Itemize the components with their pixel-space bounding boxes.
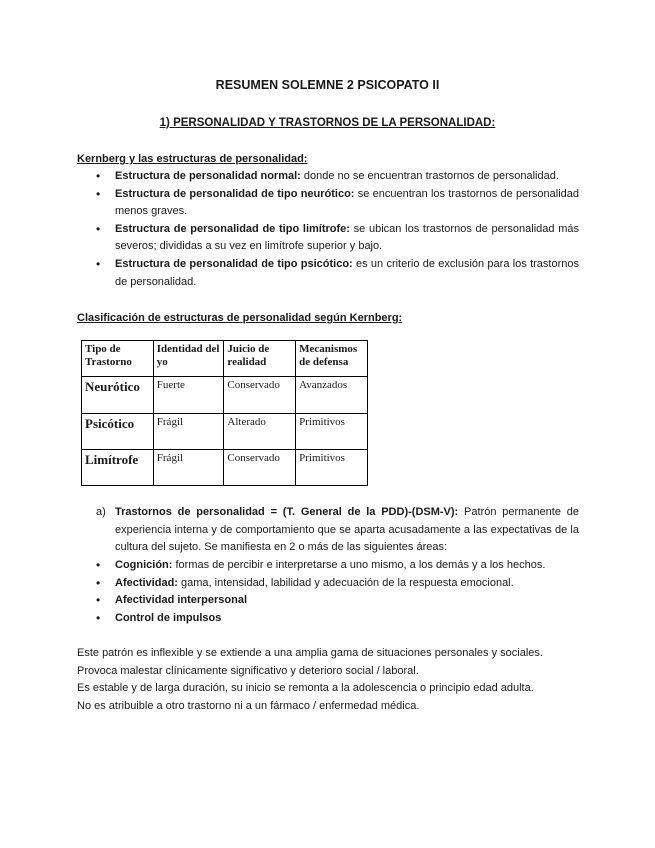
item-text: formas de percibir e interpretarse a uno mismo, a los demás y a los hechos. xyxy=(172,559,546,571)
list-item xyxy=(77,256,579,291)
table-cell: Fuerte xyxy=(153,377,224,413)
list-item xyxy=(77,186,579,221)
item-term: Afectividad interpersonal xyxy=(115,594,248,607)
header-cell: Juicio de realidad xyxy=(224,341,296,377)
item-term: Estructura de personalidad de tipo neurótico: xyxy=(115,187,355,200)
table-cell: Primitivos xyxy=(296,413,368,449)
personality-disorders-item xyxy=(77,504,579,557)
table-cell: Frágil xyxy=(153,413,224,449)
list-item xyxy=(77,557,579,575)
item-term: Estructura de personalidad de tipo psicótico: xyxy=(115,257,353,270)
table-cell: Conservado xyxy=(224,377,296,413)
table-cell: Primitivos xyxy=(296,449,368,485)
table-row xyxy=(82,413,368,449)
paragraph-line: No es atribuible a otro trastorno ni a un fármaco / enfermedad médica. xyxy=(77,699,420,712)
item-term: Trastornos de personalidad = (T. General de la PDD)-(DSM-V): xyxy=(115,506,459,518)
list-item xyxy=(77,221,579,256)
table-row xyxy=(82,377,368,413)
table-cell: Conservado xyxy=(224,449,296,485)
list-item xyxy=(77,610,579,628)
item-text: es un criterio de exclusión para los trastornos de personalidad. xyxy=(115,257,579,288)
item-marker: a) xyxy=(96,506,106,518)
paragraph-line: Es estable y de larga duración, su inicio se remonta a la adolescencia o principio edad adulta. xyxy=(77,682,534,695)
header-cell: Tipo de Trastorno xyxy=(82,341,154,377)
row-label: Psicótico xyxy=(82,413,154,449)
list-item xyxy=(77,168,579,186)
item-text: donde no se encuentran trastornos de personalidad. xyxy=(300,170,559,182)
item-term: Control de impulsos xyxy=(115,611,222,624)
row-label: Neurótico xyxy=(82,377,154,413)
section-heading: 1) PERSONALIDAD Y TRASTORNOS DE LA PERSONALIDAD: xyxy=(159,117,496,129)
list-item xyxy=(77,575,579,593)
table-cell: Alterado xyxy=(224,413,296,449)
paragraph-line: Este patrón es inflexible y se extiende a una amplia gama de situaciones personales y sociales. xyxy=(77,647,543,659)
kernberg-heading: Kernberg y las estructuras de personalidad: xyxy=(77,153,308,165)
classification-heading: Clasificación de estructuras de personalidad según Kernberg: xyxy=(77,312,403,324)
item-text: Patrón permanente de experiencia interna y de comportamiento que se aparta acusadamente a las expectativas de la cultura del sujeto. Se manifiesta en 2 o más de las siguientes áreas: xyxy=(115,506,579,554)
item-text: se encuentran los trastornos de personalidad menos graves. xyxy=(115,187,579,218)
item-term: Afectividad: xyxy=(115,576,178,589)
item-term: Estructura de personalidad normal: xyxy=(115,170,301,182)
header-cell: Identidad del yo xyxy=(153,341,224,377)
list-item xyxy=(77,592,579,610)
item-text: gama, intensidad, labilidad y adecuación de la respuesta emocional. xyxy=(177,576,514,589)
table-cell: Frágil xyxy=(153,449,224,485)
row-label: Limítrofe xyxy=(82,449,154,485)
table-cell: Avanzados xyxy=(296,377,368,413)
item-term: Cognición: xyxy=(115,559,173,571)
document-title: RESUMEN SOLEMNE 2 PSICOPATO II xyxy=(215,78,440,92)
item-text: se ubican los trastornos de personalidad más severos; divididas a su vez en limítrofe superior y bajo. xyxy=(115,222,579,253)
closing-paragraph xyxy=(77,645,597,715)
item-term: Estructura de personalidad de tipo limítrofe: xyxy=(115,222,350,235)
table-row xyxy=(82,449,368,485)
table-header-row xyxy=(82,341,368,377)
disorder-areas-list xyxy=(77,557,579,627)
kernberg-structure-list xyxy=(77,168,579,291)
kernberg-classification-table xyxy=(81,340,368,486)
header-cell: Mecanismos de defensa xyxy=(296,341,368,377)
paragraph-line: Provoca malestar clínicamente significativo y deterioro social / laboral. xyxy=(77,664,419,677)
